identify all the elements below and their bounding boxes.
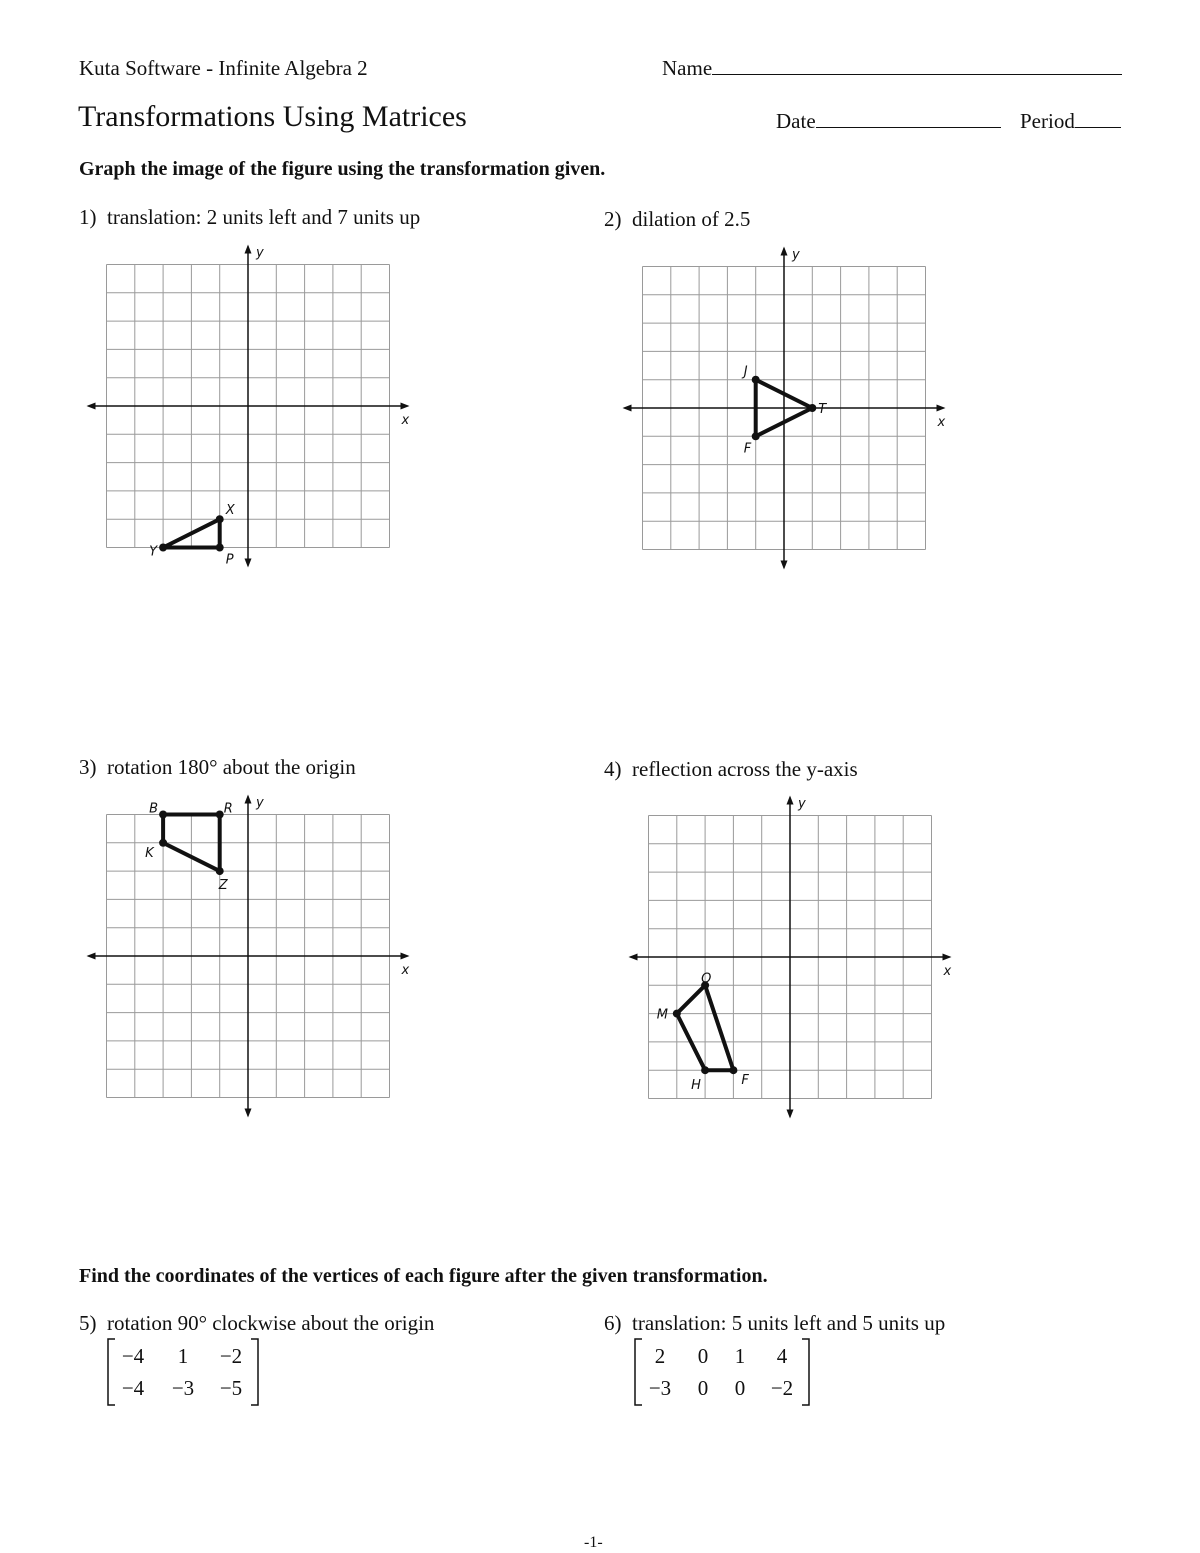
vertex-label: F: [741, 1073, 749, 1089]
page-title: Transformations Using Matrices: [78, 100, 467, 133]
vertex-label: Q: [701, 971, 712, 987]
matrix-cell: 0: [734, 1376, 746, 1400]
matrix-cell: −2: [219, 1344, 243, 1368]
matrix-6: [634, 1338, 810, 1406]
page-number: -1-: [584, 1534, 603, 1551]
section1-instruction: Graph the image of the figure using the transformation given.: [79, 158, 606, 180]
y-axis-label: y: [256, 245, 264, 261]
x-axis-label: x: [943, 964, 952, 979]
matrix-cell: 1: [734, 1344, 746, 1368]
matrix-cell: −2: [770, 1376, 794, 1400]
matrix-cell: 4: [776, 1344, 788, 1368]
vertex-label: Y: [149, 544, 158, 560]
matrix-cell: −3: [171, 1376, 195, 1400]
problem-5-prompt: [79, 1311, 434, 1336]
problem-3-text: rotation 180° about the origin: [107, 755, 356, 779]
x-axis-label: x: [937, 415, 946, 430]
vertex-label: B: [149, 801, 159, 817]
vertex-point: [673, 1010, 681, 1018]
problem-5-text: rotation 90° clockwise about the origin: [107, 1311, 435, 1335]
vertex-label: T: [818, 402, 827, 417]
problem-5-number: 5): [79, 1311, 97, 1335]
matrix-cell: 2: [654, 1344, 666, 1368]
x-axis-label: x: [401, 963, 410, 978]
matrix-cell: 0: [697, 1344, 709, 1368]
problem-4-text: reflection across the y-axis: [632, 757, 858, 781]
matrix-cell: −3: [648, 1376, 672, 1400]
y-axis-label: y: [792, 247, 800, 263]
vertex-label: R: [223, 801, 233, 817]
matrix-cell: 1: [177, 1344, 189, 1368]
problem-3-number: 3): [79, 755, 97, 779]
y-axis-label: y: [256, 795, 264, 811]
vertex-label: X: [225, 503, 235, 519]
problem-1-text: translation: 2 units left and 7 units up: [107, 205, 421, 229]
matrix-cell: 0: [697, 1376, 709, 1400]
x-axis-label: x: [401, 413, 410, 428]
y-axis-label: y: [798, 796, 806, 812]
problem-2-number: 2): [604, 207, 622, 231]
date-label: Date: [776, 109, 816, 133]
vertex-point: [701, 1066, 709, 1074]
vertex-point: [729, 1066, 737, 1074]
vertex-label: P: [225, 552, 234, 568]
matrix-cell: −5: [219, 1376, 243, 1400]
matrix-cell: −4: [121, 1344, 145, 1368]
vertex-label: F: [743, 441, 752, 457]
vertex-label: H: [691, 1078, 701, 1094]
name-label: Name: [662, 56, 713, 80]
problem-4-number: 4): [604, 757, 622, 781]
section2-instruction: Find the coordinates of the vertices of each figure after the given transformation.: [79, 1265, 768, 1287]
vertex-label: Z: [218, 878, 228, 894]
problem-6-text: translation: 5 units left and 5 units up: [632, 1311, 946, 1335]
problem-6-number: 6): [604, 1311, 622, 1335]
problem-6-prompt: [604, 1311, 945, 1336]
matrix-cell: −4: [121, 1376, 145, 1400]
vertex-label: K: [145, 845, 154, 861]
matrix-5: [107, 1338, 259, 1406]
publisher-line: Kuta Software - Infinite Algebra 2: [79, 56, 368, 80]
period-label: Period: [1020, 109, 1075, 133]
vertex-label: M: [656, 1007, 669, 1023]
vertex-label: J: [743, 364, 748, 380]
problem-2-text: dilation of 2.5: [632, 207, 751, 231]
problem-1-number: 1): [79, 205, 97, 229]
